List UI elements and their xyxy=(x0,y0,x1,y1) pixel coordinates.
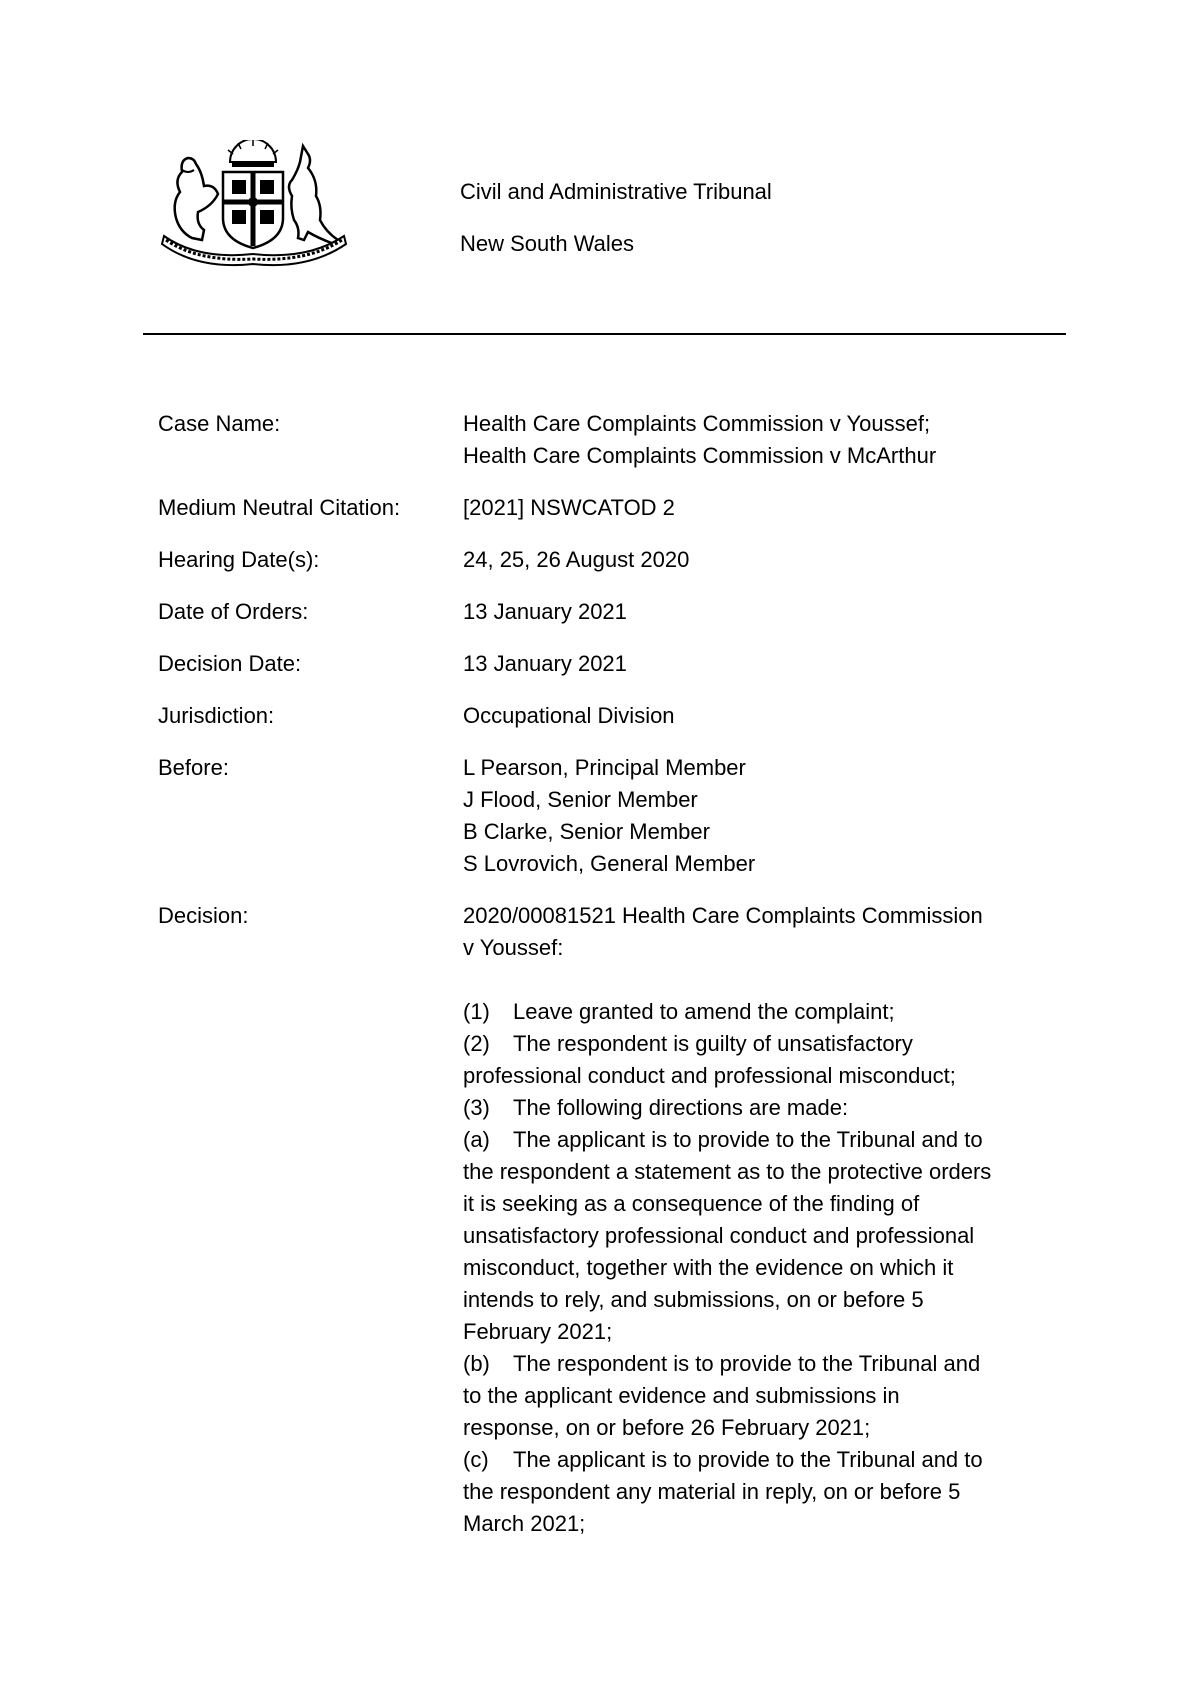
field-value-line: Occupational Division xyxy=(463,703,675,728)
order-text: intends to rely, and submissions, on or before 5 xyxy=(463,1287,924,1312)
field-value-line: 24, 25, 26 August 2020 xyxy=(463,547,690,572)
order-text: March 2021; xyxy=(463,1511,586,1536)
field-date-of-orders xyxy=(158,596,1058,628)
order-line xyxy=(463,1476,1058,1508)
field-value xyxy=(463,544,1058,576)
field-case-name xyxy=(158,408,1058,472)
field-label: Date of Orders: xyxy=(158,599,309,624)
order-number: (c) xyxy=(463,1447,489,1472)
header-divider xyxy=(143,333,1066,335)
order-text: The respondent is to provide to the Tribunal and xyxy=(513,1351,981,1376)
order-line xyxy=(463,1092,1058,1124)
order-line xyxy=(463,1028,1058,1060)
field-citation xyxy=(158,492,1058,524)
case-details xyxy=(158,408,1058,1540)
nsw-coat-of-arms-logo xyxy=(158,140,348,270)
field-label: Before: xyxy=(158,755,229,780)
field-value-line: B Clarke, Senior Member xyxy=(463,819,710,844)
tribunal-heading xyxy=(460,178,772,256)
field-before xyxy=(158,752,1058,880)
order-text: to the applicant evidence and submissions in xyxy=(463,1383,900,1408)
field-value-line: 13 January 2021 xyxy=(463,599,627,624)
order-line xyxy=(463,1124,1058,1156)
order-text: the respondent any material in reply, on or before 5 xyxy=(463,1479,961,1504)
field-value xyxy=(463,752,1058,880)
order-line xyxy=(463,996,1058,1028)
field-value-line: Health Care Complaints Commission v Youssef; xyxy=(463,411,931,436)
field-decision-date xyxy=(158,648,1058,680)
order-line xyxy=(463,1316,1058,1348)
order-line xyxy=(463,1156,1058,1188)
order-text: misconduct, together with the evidence on which it xyxy=(463,1255,954,1280)
order-number: (b) xyxy=(463,1351,490,1376)
order-line xyxy=(463,1508,1058,1540)
order-number: (1) xyxy=(463,999,490,1024)
decision-intro-line: 2020/00081521 Health Care Complaints Commission xyxy=(463,903,983,928)
tribunal-name: Civil and Administrative Tribunal xyxy=(460,179,772,204)
field-value-line: Health Care Complaints Commission v McArthur xyxy=(463,443,937,468)
order-text: Leave granted to amend the complaint; xyxy=(513,999,895,1024)
order-line xyxy=(463,1188,1058,1220)
field-value xyxy=(463,700,1058,732)
order-text: it is seeking as a consequence of the finding of xyxy=(463,1191,920,1216)
order-line xyxy=(463,1284,1058,1316)
order-text: The applicant is to provide to the Tribunal and to xyxy=(513,1447,983,1472)
field-label: Decision Date: xyxy=(158,651,302,676)
order-text: professional conduct and professional misconduct; xyxy=(463,1063,956,1088)
order-text: the respondent a statement as to the protective orders xyxy=(463,1159,992,1184)
field-label: Hearing Date(s): xyxy=(158,547,320,572)
order-text: The applicant is to provide to the Tribunal and to xyxy=(513,1127,983,1152)
order-number: (3) xyxy=(463,1095,490,1120)
decision-intro-line: v Youssef: xyxy=(463,935,564,960)
field-label: Decision: xyxy=(158,903,249,928)
order-line xyxy=(463,1444,1058,1476)
field-value xyxy=(463,492,1058,524)
order-line xyxy=(463,1348,1058,1380)
order-text: unsatisfactory professional conduct and professional xyxy=(463,1223,975,1248)
field-value-line: J Flood, Senior Member xyxy=(463,787,698,812)
order-text: The respondent is guilty of unsatisfactory xyxy=(513,1031,913,1056)
field-jurisdiction xyxy=(158,700,1058,732)
order-number: (a) xyxy=(463,1127,490,1152)
order-line xyxy=(463,1412,1058,1444)
field-value-line: [2021] NSWCATOD 2 xyxy=(463,495,675,520)
order-text: response, on or before 26 February 2021; xyxy=(463,1415,871,1440)
order-text: February 2021; xyxy=(463,1319,613,1344)
field-hearing-dates xyxy=(158,544,1058,576)
decision-text xyxy=(463,900,1058,1540)
field-value xyxy=(463,596,1058,628)
order-line xyxy=(463,1060,1058,1092)
order-line xyxy=(463,1252,1058,1284)
field-value-line: 13 January 2021 xyxy=(463,651,627,676)
field-value-line: S Lovrovich, General Member xyxy=(463,851,756,876)
field-decision xyxy=(158,900,1058,1540)
order-line xyxy=(463,1380,1058,1412)
order-number: (2) xyxy=(463,1031,490,1056)
field-label: Medium Neutral Citation: xyxy=(158,495,401,520)
field-value xyxy=(463,408,1058,472)
tribunal-state: New South Wales xyxy=(460,231,635,256)
order-text: The following directions are made: xyxy=(513,1095,849,1120)
field-value xyxy=(463,648,1058,680)
field-label: Jurisdiction: xyxy=(158,703,275,728)
orders-list xyxy=(463,996,1058,1540)
field-label: Case Name: xyxy=(158,411,281,436)
order-line xyxy=(463,1220,1058,1252)
field-value-line: L Pearson, Principal Member xyxy=(463,755,746,780)
